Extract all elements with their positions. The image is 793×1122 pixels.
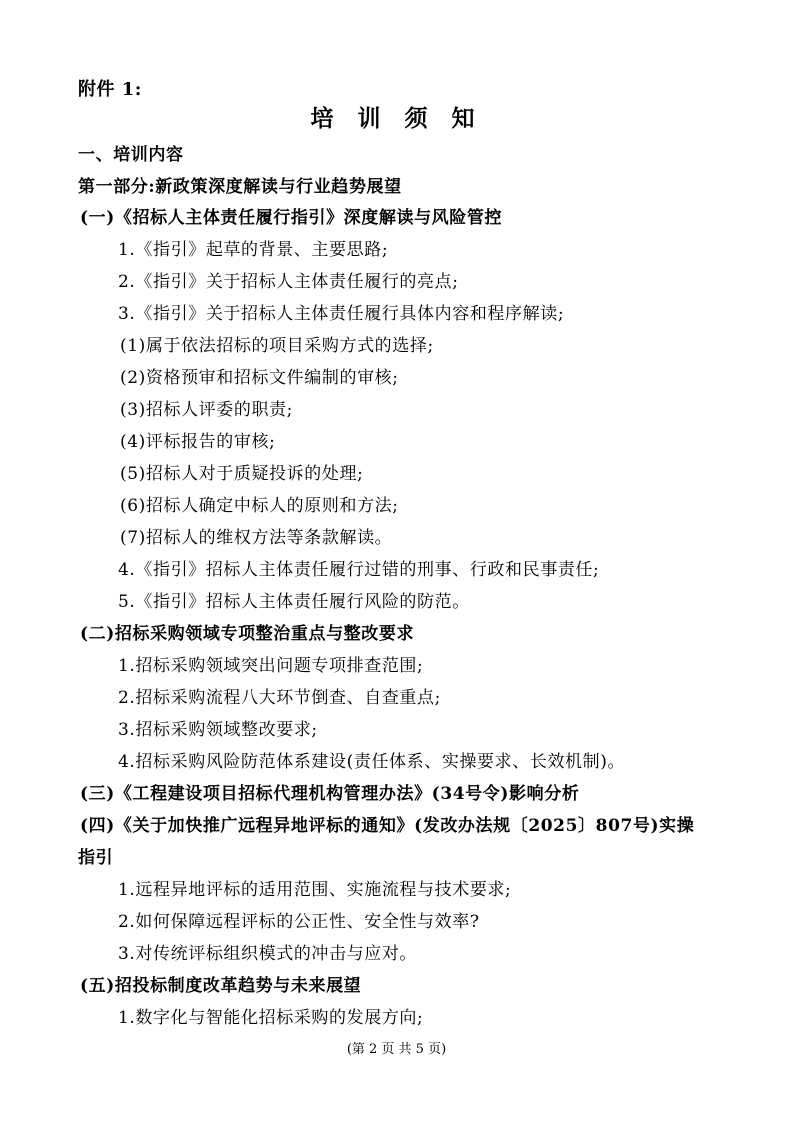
section-heading: 一、培训内容: [78, 145, 184, 165]
sub-heading-1: (一)《招标人主体责任履行指引》深度解读与风险管控: [80, 208, 503, 228]
sub-list-item: (3)招标人评委的职责;: [120, 400, 294, 420]
list-item: 3.《指引》关于招标人主体责任履行具体内容和程序解读;: [118, 304, 565, 324]
list-item: 5.《指引》招标人主体责任履行风险的防范。: [118, 592, 470, 612]
attachment-label: 附件 1:: [78, 79, 142, 100]
sub-list-item: (2)资格预审和招标文件编制的审核;: [120, 368, 399, 388]
list-item: 1.数字化与智能化招标采购的发展方向;: [118, 1008, 424, 1028]
list-item: 3.对传统评标组织模式的冲击与应对。: [118, 944, 418, 964]
part-heading: 第一部分:新政策深度解读与行业趋势展望: [78, 177, 402, 197]
list-item: 2.《指引》关于招标人主体责任履行的亮点;: [118, 272, 459, 292]
sub-heading-4: (四)《关于加快推广远程异地评标的通知》(发改办法规〔2025〕807号)实操: [80, 816, 695, 836]
list-item: 3.招标采购领域整改要求;: [118, 720, 318, 740]
sub-list-item: (5)招标人对于质疑投诉的处理;: [120, 464, 364, 484]
sub-list-item: (4)评标报告的审核;: [120, 432, 276, 452]
list-item: 1.《指引》起草的背景、主要思路;: [118, 240, 389, 260]
list-item: 1.招标采购领域突出问题专项排查范围;: [118, 656, 424, 676]
sub-heading-2: (二)招标采购领域专项整治重点与整改要求: [80, 624, 415, 644]
sub-list-item: (1)属于依法招标的项目采购方式的选择;: [120, 336, 434, 356]
list-item: 4.《指引》招标人主体责任履行过错的刑事、行政和民事责任;: [118, 560, 600, 580]
sub-list-item: (6)招标人确定中标人的原则和方法;: [120, 496, 399, 516]
sub-list-item: (7)招标人的维权方法等条款解读。: [120, 528, 393, 548]
sub-heading-4-continued: 指引: [78, 848, 114, 868]
page-number-footer: (第 2 页 共 5 页): [346, 1042, 447, 1057]
document-title: 培 训 须 知: [310, 105, 483, 132]
sub-heading-3: (三)《工程建设项目招标代理机构管理办法》(34号令)影响分析: [80, 784, 580, 804]
sub-heading-5: (五)招投标制度改革趋势与未来展望: [80, 976, 362, 996]
list-item: 1.远程异地评标的适用范围、实施流程与技术要求;: [118, 880, 512, 900]
list-item: 4.招标采购风险防范体系建设(责任体系、实操要求、长效机制)。: [118, 752, 626, 772]
list-item: 2.如何保障远程评标的公正性、安全性与效率?: [118, 912, 480, 932]
list-item: 2.招标采购流程八大环节倒查、自查重点;: [118, 688, 441, 708]
